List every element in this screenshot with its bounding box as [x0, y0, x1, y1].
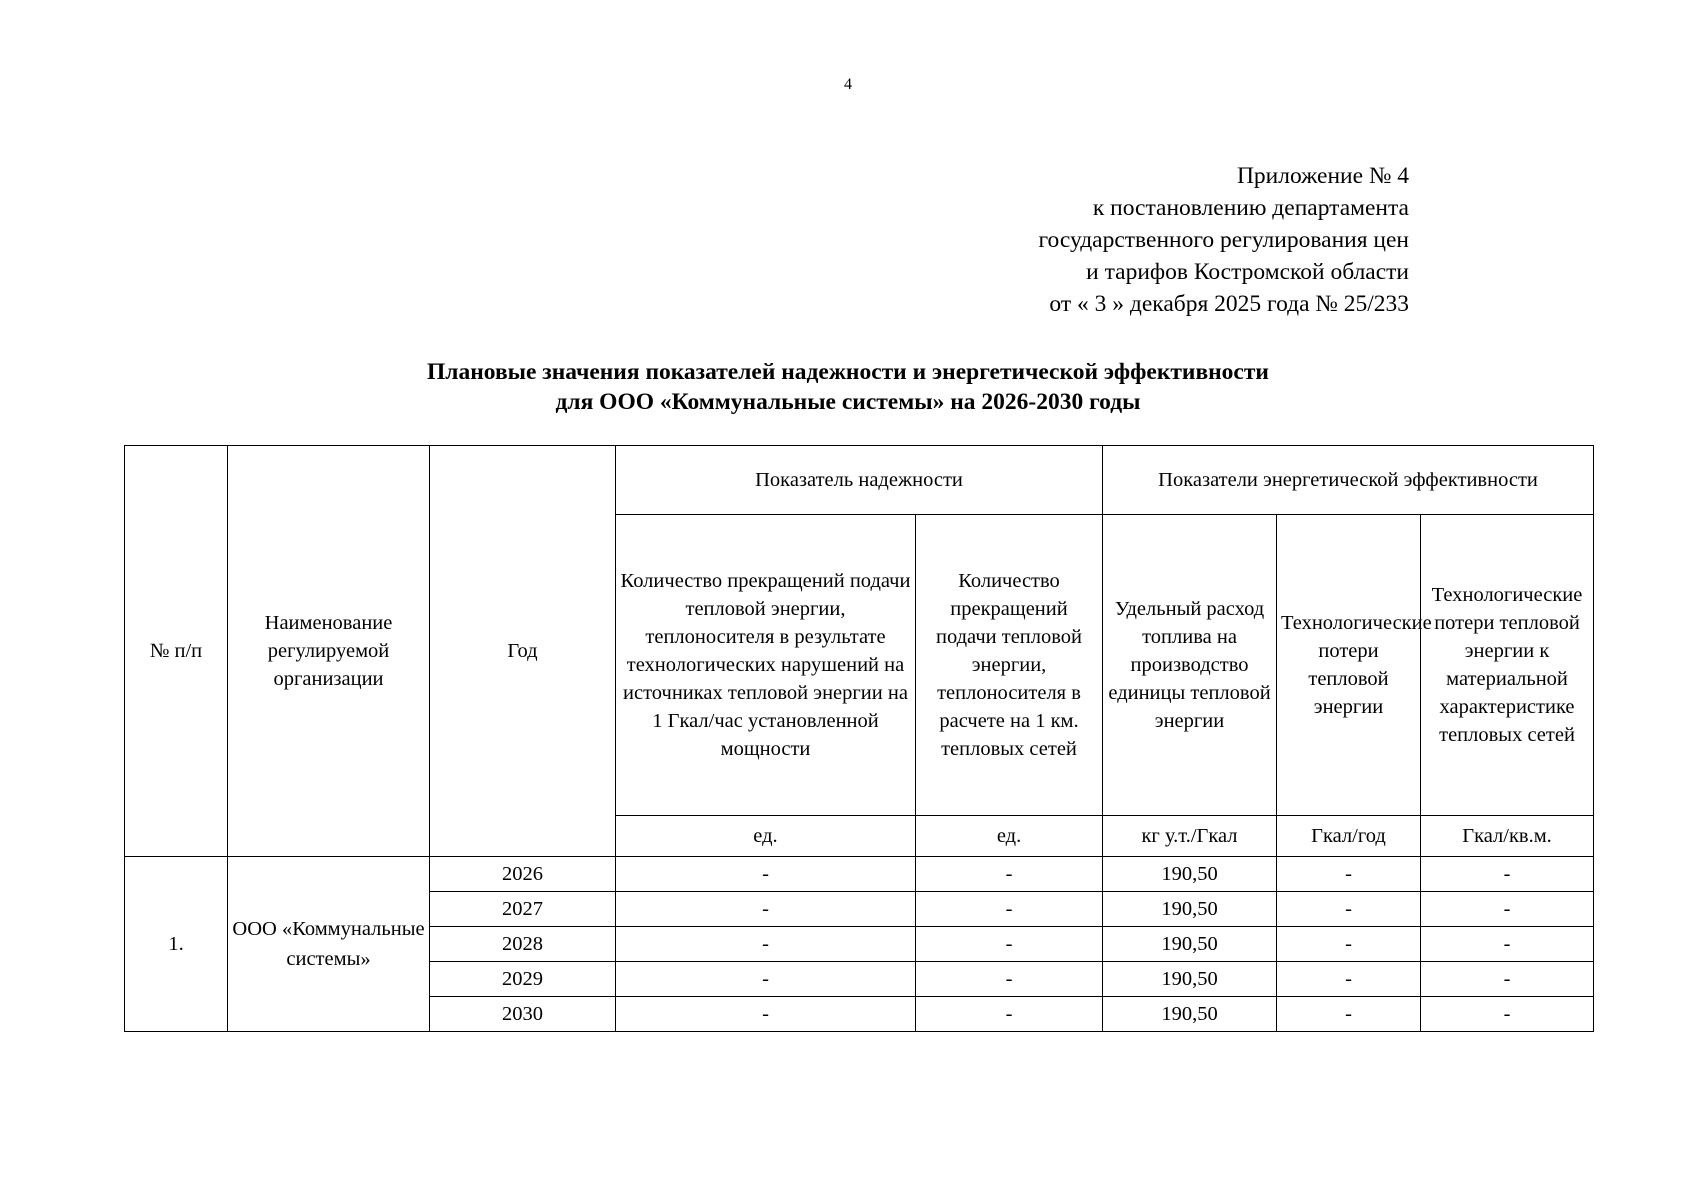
cell-value: -	[916, 927, 1103, 962]
cell-value: -	[1277, 927, 1421, 962]
cell-value: -	[616, 892, 916, 927]
appendix-line: к постановлению департамента	[1092, 195, 1409, 221]
header-year: Год	[430, 446, 616, 857]
appendix-line: Приложение № 4	[1236, 163, 1409, 189]
header-group-efficiency: Показатели энергетической эффективности	[1103, 446, 1594, 515]
cell-value: -	[616, 962, 916, 997]
header-org: Наименование регулируемой организации	[228, 446, 430, 857]
cell-value: -	[1277, 962, 1421, 997]
appendix-block	[1038, 160, 1409, 320]
cell-value: 190,50	[1103, 892, 1277, 927]
cell-value: -	[1421, 892, 1594, 927]
header-column: Технологические потери тепловой энергии	[1277, 515, 1421, 816]
header-column: Удельный расход топлива на производство единицы тепловой энергии	[1103, 515, 1277, 816]
document-title	[0, 357, 1696, 417]
header-unit: Гкал/год	[1277, 816, 1421, 857]
cell-value: -	[916, 892, 1103, 927]
cell-year: 2029	[430, 962, 616, 997]
header-column: Количество прекращений подачи тепловой энергии, теплоносителя в расчете на 1 км. тепловых сетей	[916, 515, 1103, 816]
indicators-table	[124, 445, 1594, 1032]
appendix-line: государственного регулирования цен	[1038, 227, 1409, 253]
document-title-line: для ООО «Коммунальные системы» на 2026-2030 годы	[555, 389, 1141, 415]
cell-value: 190,50	[1103, 857, 1277, 892]
cell-value: -	[1421, 927, 1594, 962]
cell-num: 1.	[125, 857, 228, 1032]
header-unit: Гкал/кв.м.	[1421, 816, 1594, 857]
appendix-line: и тарифов Костромской области	[1086, 259, 1409, 285]
cell-value: 190,50	[1103, 962, 1277, 997]
cell-value: -	[1421, 962, 1594, 997]
cell-value: -	[1277, 892, 1421, 927]
header-unit: кг у.т./Гкал	[1103, 816, 1277, 857]
cell-value: -	[916, 857, 1103, 892]
cell-year: 2026	[430, 857, 616, 892]
cell-value: -	[616, 857, 916, 892]
header-group-reliability: Показатель надежности	[616, 446, 1103, 515]
header-unit: ед.	[916, 816, 1103, 857]
appendix-line: от « 3 » декабря 2025 года № 25/233	[1049, 291, 1409, 317]
header-column: Технологические потери тепловой энергии к материальной характеристике тепловых сетей	[1421, 515, 1594, 816]
page-number: 4	[844, 76, 852, 93]
cell-year: 2027	[430, 892, 616, 927]
cell-org: ООО «Коммунальные системы»	[228, 857, 430, 1032]
header-column: Количество прекращений подачи тепловой энергии, теплоносителя в результате технологических нарушений на источниках тепловой энергии на 1 Гкал/час установленной мощности	[616, 515, 916, 816]
cell-value: 190,50	[1103, 927, 1277, 962]
cell-year: 2030	[430, 997, 616, 1032]
cell-value: -	[916, 997, 1103, 1032]
header-unit: ед.	[616, 816, 916, 857]
cell-value: -	[1421, 857, 1594, 892]
cell-value: 190,50	[1103, 997, 1277, 1032]
cell-value: -	[616, 997, 916, 1032]
cell-value: -	[1277, 857, 1421, 892]
cell-value: -	[916, 962, 1103, 997]
table-row	[125, 857, 1594, 892]
cell-value: -	[616, 927, 916, 962]
header-num: № п/п	[125, 446, 228, 857]
cell-value: -	[1277, 997, 1421, 1032]
document-title-line: Плановые значения показателей надежности и энергетической эффективности	[427, 359, 1269, 385]
cell-value: -	[1421, 997, 1594, 1032]
cell-year: 2028	[430, 927, 616, 962]
